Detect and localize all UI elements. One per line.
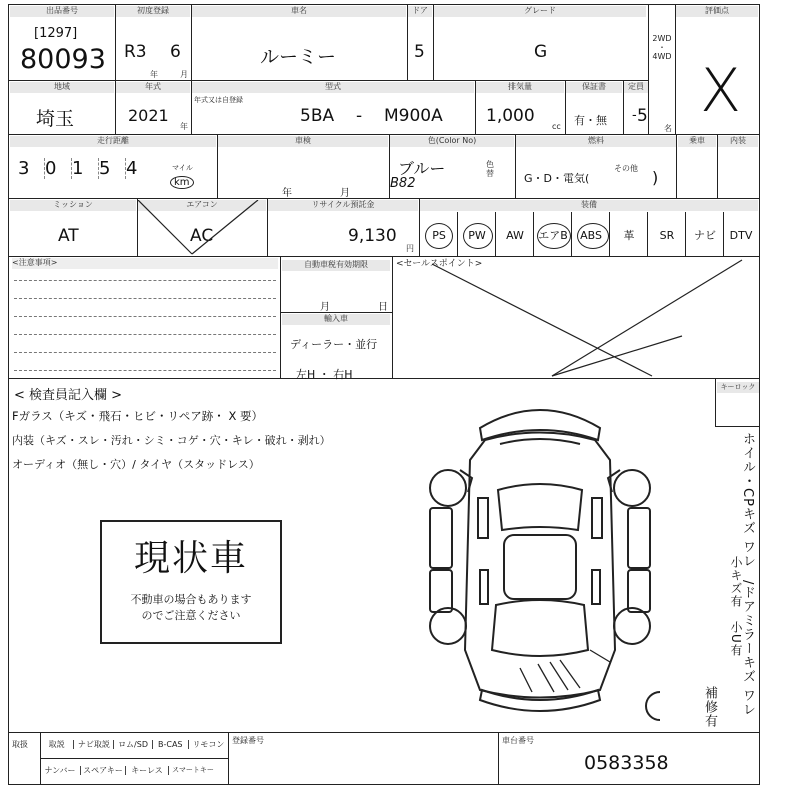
drive-sep: ・ bbox=[658, 43, 666, 52]
mileage-digit: 1 bbox=[72, 158, 99, 179]
inspector-line-interior: 内装（キズ・スレ・汚れ・シミ・コゲ・穴・キレ・破れ・剥れ） bbox=[12, 434, 331, 447]
remark-vertical-2: /ドアミラーキズ ワレ bbox=[740, 580, 755, 717]
equip-aw: AW bbox=[506, 229, 524, 242]
stamp-line1: 不動車の場合もあります bbox=[130, 593, 252, 606]
cc-unit: cc bbox=[552, 122, 561, 131]
inspector-title: < 検査員記入欄 > bbox=[14, 388, 123, 403]
footer-items-top bbox=[40, 740, 228, 749]
expiry-day: 日 bbox=[378, 302, 388, 313]
equip-sr: SR bbox=[659, 229, 675, 242]
year-unit: 年 bbox=[180, 122, 188, 131]
model-prefix: 5BA bbox=[300, 106, 335, 126]
expiry-month: 月 bbox=[320, 302, 330, 313]
handle-side: 左H ・ 右H bbox=[296, 368, 353, 381]
color-value: ブルー bbox=[398, 159, 446, 178]
cc-value: 1,000 bbox=[486, 106, 535, 126]
purchase-label: 輸入車 bbox=[282, 314, 390, 325]
footer-item-remote: リモコン bbox=[192, 740, 225, 749]
first-reg-year-unit: 年 bbox=[150, 70, 158, 79]
lot-number: 80093 bbox=[20, 44, 106, 75]
sales-point-label: <セールスポイント> bbox=[396, 259, 483, 269]
mileage-unit-km: km bbox=[170, 176, 194, 189]
mileage-digit: 3 bbox=[18, 158, 45, 179]
recycle-label: リサイクル預託金 bbox=[268, 200, 418, 211]
ac-value: AC bbox=[190, 226, 214, 246]
footer-chassis-value: 0583358 bbox=[584, 752, 669, 774]
region-label: 地域 bbox=[10, 82, 114, 93]
equip-abs: ABS bbox=[580, 229, 602, 242]
sales-point-cross-strike bbox=[392, 256, 760, 378]
capacity-label: 定員 bbox=[624, 82, 648, 93]
fuel-value: G・D・電気( bbox=[524, 172, 590, 185]
condition-stamp bbox=[100, 520, 282, 644]
color-label: 色(Color No) bbox=[390, 136, 514, 147]
warranty-value: 有・無 bbox=[574, 114, 607, 127]
unregistered-note: 年式又は自登録 bbox=[194, 96, 243, 104]
remark-vertical-4: 補修有 bbox=[702, 686, 717, 728]
mileage-unit-mile: マイル bbox=[172, 164, 193, 172]
capacity-unit: 名 bbox=[664, 124, 672, 133]
footer-item-bcas: B-CAS bbox=[153, 740, 189, 749]
inspector-line-glass: Fガラス（キズ・飛石・ヒビ・リペア跡・ X 要） bbox=[12, 409, 263, 423]
mission-value: AT bbox=[58, 226, 79, 246]
first-reg-label: 初度登録 bbox=[116, 6, 190, 17]
mileage-digits bbox=[18, 158, 146, 179]
cc-label: 排気量 bbox=[476, 82, 564, 93]
equip-ps-circle bbox=[425, 223, 453, 249]
year-label: 年式 bbox=[116, 82, 190, 93]
inspector-line-audio: オーディオ（無し・穴）/ タイヤ（スタッドレス） bbox=[12, 458, 260, 471]
remark-vertical-3: 小キズ有 小U有 bbox=[729, 556, 743, 657]
equip-ps: PS bbox=[432, 229, 446, 242]
equip-leather: 革 bbox=[623, 229, 635, 242]
footer-items-bottom bbox=[40, 766, 228, 775]
footer-item-smart-key: スマートキー bbox=[172, 766, 214, 774]
footer-handling-label: 取扱 bbox=[12, 740, 28, 749]
year-value: 2021 bbox=[128, 106, 169, 125]
car-name: ルーミー bbox=[260, 46, 337, 68]
mileage-digit: 0 bbox=[45, 158, 72, 179]
equip-pw-circle bbox=[463, 223, 493, 249]
dealer-parallel: ディーラー・並行 bbox=[290, 338, 378, 351]
drive-options bbox=[650, 34, 674, 61]
drive-4wd: 4WD bbox=[652, 52, 672, 61]
extra1-label: 乗車 bbox=[678, 136, 716, 147]
recycle-value: 9,130 bbox=[348, 226, 397, 246]
color-side: 色替 bbox=[486, 160, 494, 178]
grade-label: グレード bbox=[434, 6, 646, 17]
doors-label: ドア bbox=[408, 6, 432, 17]
equip-pw: PW bbox=[468, 229, 486, 242]
color-code: B82 bbox=[390, 176, 416, 191]
footer-chassis-label: 車台番号 bbox=[502, 736, 534, 745]
fuel-label: 燃料 bbox=[516, 136, 676, 147]
footer-item-rom-sd: ロム/SD bbox=[114, 740, 152, 749]
ac-label: エアコン bbox=[138, 200, 266, 211]
mileage-digit: 4 bbox=[126, 158, 138, 179]
equip-dtv: DTV bbox=[729, 229, 753, 242]
expiry-label: 自動車税有効期限 bbox=[282, 260, 390, 271]
inspection-year: 年 bbox=[282, 188, 292, 199]
equip-label: 装備 bbox=[420, 200, 758, 211]
inspection-month: 月 bbox=[340, 188, 350, 199]
ac-cross-strike bbox=[138, 200, 268, 256]
caution-label: <注意事項> bbox=[12, 258, 278, 269]
first-reg-month-unit: 月 bbox=[180, 70, 188, 79]
fuel-close: ) bbox=[652, 168, 659, 187]
footer-reg-label: 登録番号 bbox=[232, 736, 264, 745]
car-name-label: 車名 bbox=[192, 6, 406, 17]
lot-label: 出品番号 bbox=[10, 6, 114, 17]
car-diagram bbox=[420, 400, 660, 730]
footer-item-spare-key: スペアキー bbox=[81, 766, 126, 775]
region-value: 埼玉 bbox=[36, 108, 75, 130]
footer-item-keyless: キーレス bbox=[126, 766, 169, 775]
footer-item-number: ナンバー bbox=[40, 766, 81, 775]
keylock-label: キーロック bbox=[717, 382, 759, 393]
first-reg-month: 6 bbox=[170, 42, 181, 62]
fuel-other: その他 bbox=[614, 164, 638, 173]
score-value: X bbox=[700, 56, 742, 126]
model-code: M900A bbox=[384, 106, 443, 126]
equip-navi: ナビ bbox=[694, 229, 716, 242]
mission-label: ミッション bbox=[10, 200, 136, 211]
lot-sub: [1297] bbox=[34, 26, 78, 41]
first-reg-era-year: R3 bbox=[124, 42, 147, 62]
warranty-dash: - bbox=[632, 108, 637, 123]
drive-2wd: 2WD bbox=[652, 34, 672, 43]
mileage-label: 走行距離 bbox=[10, 136, 216, 147]
model-dash: - bbox=[356, 106, 363, 126]
grade-value: G bbox=[534, 42, 548, 62]
recycle-unit: 円 bbox=[406, 244, 414, 253]
equip-abs-circle bbox=[577, 223, 609, 249]
mileage-digit: 5 bbox=[99, 158, 126, 179]
stamp-title: 現状車 bbox=[133, 538, 248, 579]
footer-item-manual: 取説 bbox=[40, 740, 74, 749]
footer-item-navi-manual: ナビ取説 bbox=[74, 740, 114, 749]
extra2-label: 内装 bbox=[718, 136, 758, 147]
equip-airbag: エアB bbox=[538, 229, 568, 242]
remark-vertical-1: ホイル・CPキズ ワレ bbox=[740, 432, 755, 569]
stamp-line2: のでご注意ください bbox=[141, 609, 241, 622]
equip-airbag-circle bbox=[537, 223, 571, 249]
doors-value: 5 bbox=[414, 42, 425, 62]
inspection-label: 車検 bbox=[218, 136, 388, 147]
model-label: 型式 bbox=[192, 82, 474, 93]
score-label: 評価点 bbox=[676, 6, 758, 17]
capacity-value: 5 bbox=[637, 106, 648, 126]
warranty-label: 保証書 bbox=[566, 82, 622, 93]
